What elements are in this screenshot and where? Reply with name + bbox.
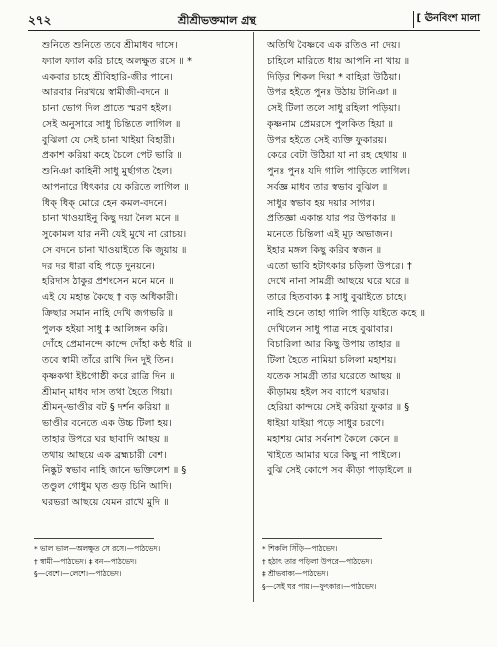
- header-rule: [28, 30, 480, 31]
- verse-line: তারে হিতবাক্য ‡ সাধু বুঝাইতে চাহে।: [267, 292, 407, 303]
- verse-line: বুঝিলা যে সেই চানা খাইয়া বিহারী।: [42, 134, 175, 146]
- verse-line: সাধুর স্বভাব হয় দয়ার সাগর।: [267, 197, 375, 209]
- verse-line: কৃষ্ণনাম প্রেমরসে পুলকিত হিয়া ॥: [267, 118, 394, 130]
- verse-line: তাহার উপরে ঘর ছাবাদি আছয় ॥: [42, 433, 169, 445]
- verse-line: তবে স্বামী তাঁরে রাখি দিন দুই তিন।: [42, 355, 174, 366]
- verse-line: ঘরভরা আছয়ে যেমন রাখে মুদি ॥: [42, 496, 169, 508]
- verse-line: যতেক সামগ্রী তার ঘরেতে আছয় ॥: [267, 370, 401, 382]
- verse-line: নাহি শুনে তাহা গালি পাড়ি যাইতে কহে ॥: [267, 307, 426, 319]
- verse-line: বুঝি সেই কোপে সব কীড়া পাড়াইলে ॥: [267, 465, 413, 477]
- verse-line: শ্রীমন্-ভাণ্ডীর বট § দর্শন করিয়া ॥: [42, 402, 170, 414]
- verse-line: চাহিলে মারিতে ধায় আপনি না খায় ॥: [267, 55, 410, 67]
- running-title: শ্রীশ্রীভক্তমাল গ্রন্থ: [178, 14, 256, 27]
- footnotes-right: [262, 543, 477, 593]
- verse-line: সুকোমল যার ননী যেই মুখে না রোচয়।: [42, 229, 187, 240]
- verse-line: সেই অনুসারে সাধু চিন্তিতে লাগিল ॥: [42, 118, 181, 130]
- verse-line: কীড়াময় হইল সব ব্যাপে ঘরদ্বার।: [267, 386, 389, 398]
- footnote: §—বেশে।—লেশে।—পাঠভেদ।: [34, 569, 122, 578]
- verse-line: শ্রীমান্ মাধব দাস তথা হৈতে গিয়া।: [42, 386, 173, 398]
- verse-line: সেই টিলা তলে সাধু রহিলা পড়িয়া।: [267, 103, 401, 114]
- verse-line: দোঁহে প্রেমানন্দে কান্দে দোঁহা কণ্ঠ ধরি ॥: [42, 339, 192, 351]
- footnote-rule-left: [34, 538, 154, 539]
- verse-line: সর্বজ্ঞ মাধব তার স্বভাব বুঝিল ॥: [267, 181, 388, 193]
- verse-line: হেরিয়া কান্দয়ে সেই করিয়া ফুকার ॥ §: [267, 402, 410, 414]
- verse-line: চানা ভোগ দিল প্রাতে স্মরণ হইল।: [42, 103, 172, 114]
- verse-line: তথায় আছয়ে এক ব্রহ্মচারী বেশ।: [42, 449, 167, 461]
- verse-line: চানা খাওয়াইনু কিছু দয়া নৈল মনে ॥: [42, 213, 180, 225]
- footnote-rule-right: [262, 538, 382, 539]
- verse-line: শুনিঞা কাহিনী সাধু মুর্ছাগত হৈল।: [42, 166, 173, 177]
- verse-line: প্রতিজ্ঞা একান্ত যার পর উপকার ॥: [267, 213, 396, 225]
- verse-line: টিলা হৈতে নামিয়া চলিলা মহাশয়।: [267, 355, 397, 366]
- verse-line: এই যে মহান্ত কৈছে † বড় অধিকারী।: [42, 292, 178, 303]
- verse-line: মহাশয় মোর সর্বনাশ কৈলে কেনে ॥: [267, 433, 399, 445]
- verse-line: নিষ্কুট স্বভাব নাহি জানে ভক্তিলেশ ॥ §: [42, 465, 187, 477]
- verse-line: আরবার নিরখয়ে স্বামীজী-বদনে ॥: [42, 87, 169, 99]
- verse-line: পুলক হইয়া সাধু ‡ আলিঙ্গন করি।: [42, 323, 168, 335]
- verse-line: ভাণ্ডীর বনেতে এক উচ্চ টিলা হয়।: [42, 418, 172, 429]
- footnote: ‡ শ্রীভবাক্য—পাঠভেদ।: [262, 569, 329, 578]
- verse-line: কৃষ্ণকথা ইষ্টগোষ্ঠী করে রাত্রি দিন ॥: [42, 370, 175, 382]
- footnote: * শিকলি সিঁড়ি—পাঠভেদ।: [262, 544, 338, 553]
- left-column: [42, 38, 260, 511]
- verse-line: উপর হইতে পুনঃ উঠায় টানিঞা ॥: [267, 87, 398, 99]
- verse-line: মনেতে চিন্তিলা এই মূঢ় অভাজন।: [267, 229, 393, 240]
- verse-line: হরিদাস ঠাকুর প্রশংসেন মনে মনে ॥: [42, 276, 174, 288]
- verse-line: প্রকাশ করিয়া কহে চৈলে পেট ভারি ॥: [42, 150, 182, 162]
- verse-line: দেখিলেন সাধু পাত্র নহে বুঝাবার।: [267, 323, 393, 335]
- footnote: * ভাল ভাল—অলক্ষুত সে রসে।—পাঠভেদ।: [34, 544, 161, 553]
- verse-line: ক্রিছার সমান নাহি দেখি জগভরি ॥: [42, 307, 174, 319]
- verse-line: এতো ভাবি হটাৎকার চড়িলা উপরে। †: [267, 260, 412, 272]
- verse-line: একবার চাহে শ্রীবিহারি-জীর পানে।: [42, 71, 173, 83]
- verse-line: অতিথি বৈষ্ণবে এক রতিও না দেয়।: [267, 40, 401, 51]
- verse-line: সে বদনে চানা খাওয়াইতে কি জুয়ায় ॥: [42, 244, 187, 256]
- verse-line: ইহার মঙ্গল কিছু করিব স্বজন ॥: [267, 244, 382, 256]
- verse-line: উপর হইতে সেই ব্যক্তি ফুকারয়।: [267, 134, 387, 146]
- verse-line: ধাইয়া যাইয়া পড়ে সাধুর চরণে।: [267, 418, 385, 429]
- verse-line: ধিক্ ধিক্ মোরে হেন কমল-বদনে।: [42, 197, 167, 209]
- right-column: [267, 38, 485, 479]
- verse-line: দেখে নানা সামগ্রী আছয়ে ঘরে ঘরে ॥: [267, 276, 410, 288]
- page-header: [28, 10, 480, 28]
- verse-line: তণ্ডুল গোধুম ঘৃত গুড় চিনি আদি।: [42, 481, 172, 492]
- page-number: ২৭২: [28, 13, 52, 27]
- footnotes-left: [34, 543, 249, 581]
- verse-line: ফ্যাল ফ্যাল করি চাহে অলক্ষুত রসে ॥ *: [42, 55, 192, 67]
- verse-line: খাইতে আমার ঘরে কিছু না পাইলে।: [267, 449, 401, 461]
- verse-line: কেরে বেটা উঠিয়া যা না রহ হেথায় ॥: [267, 150, 407, 162]
- verse-line: দর দর ধারা বহি পড়ে দুনয়নে।: [42, 260, 155, 272]
- verse-line: বিচারিলা আর কিছু উপায় তাহার ॥: [267, 339, 401, 351]
- footnote: † স্বামী—পাঠভেদ। ‡ বন—পাঠভেদ।: [34, 556, 137, 566]
- footnote: † হঠাৎ তার পড়িলা উপরে—পাঠভেদ।: [262, 556, 373, 566]
- chapter-label: [ ঊনবিংশ মালা: [413, 11, 480, 28]
- verse-line: দিড়ির শিকল দিয়া * বাহিরা উঠিয়া।: [267, 71, 401, 83]
- verse-line: আপনারে ধিৎকার যে করিতে লাগিল ॥: [42, 181, 189, 193]
- footnote: §—সেই ঘর পায়।—ফুৎকার।—পাঠভেদ।: [262, 581, 377, 591]
- verse-line: পুনঃ পুনঃ যদি গালি পাড়িতে লাগিল।: [267, 166, 411, 177]
- verse-line: শুনিতে শুনিতে তবে শ্রীমাধব দাসে।: [42, 40, 178, 51]
